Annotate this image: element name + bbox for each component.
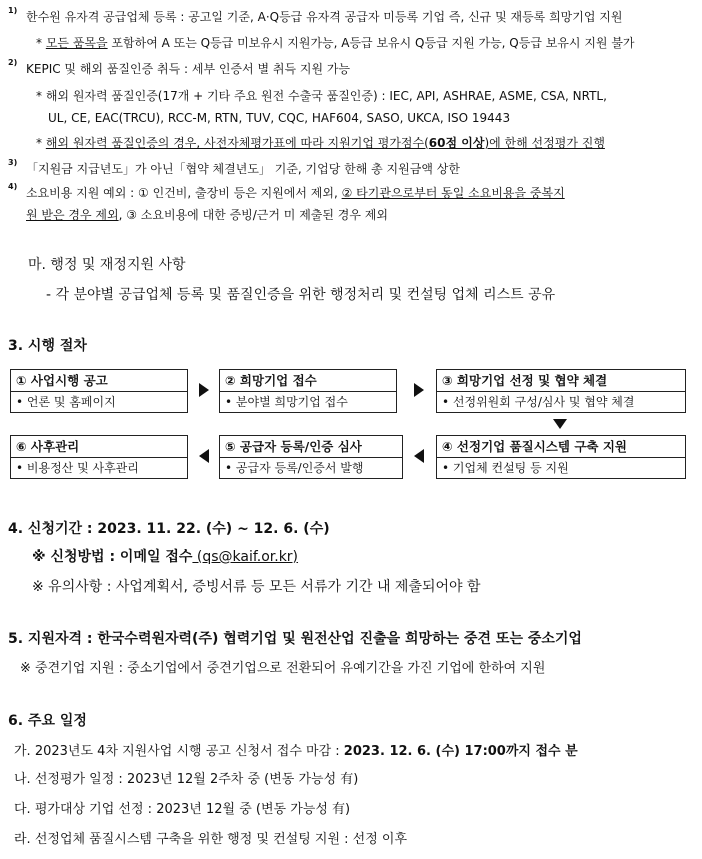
section-6-heading: 6. 주요 일정: [8, 713, 87, 729]
step-2-box: [219, 369, 397, 413]
step-4-detail: • 기업체 컨설팅 등 지원: [442, 461, 569, 475]
step-4-title: ④ 선정기업 품질시스템 구축 지원: [437, 436, 685, 458]
section-4-note: ※ 유의사항 : 사업계획서, 증빙서류 등 모든 서류가 기간 내 제출되어야 함: [32, 579, 481, 595]
footnote-1-sub-rest: 포함하여 A 또는 Q등급 미보유시 지원가능, A등급 보유시 Q등급 지원 가능, Q등급 보유시 지원 불가: [107, 36, 635, 50]
section-5-heading: 5. 지원자격 : 한국수력원자력(주) 협력기업 및 원전산업 진출을 희망하는 중견 또는 중소기업: [8, 631, 582, 647]
footnote-1-mark: 1): [8, 6, 18, 15]
step-6-detail: • 비용정산 및 사후관리: [16, 461, 139, 475]
arrow-right-1-icon: [199, 383, 209, 397]
footnote-4-line1-a: 소요비용 지원 예외 : ① 인건비, 출장비 등은 지원에서 제외,: [26, 186, 342, 200]
schedule-item-1-text: 가. 2023년도 4차 지원사업 시행 공고 신청서 접수 마감 :: [14, 744, 344, 759]
section-ma-bullet: - 각 분야별 공급업체 등록 및 품질인증을 위한 행정처리 및 컨설팅 업체 리스트 공유: [46, 287, 556, 303]
arrow-left-2-icon: [414, 449, 424, 463]
arrow-left-1-icon: [199, 449, 209, 463]
footnote-4-line2: [26, 204, 388, 226]
schedule-item-2: 나. 선정평가 일정 : 2023년 12월 2주차 중 (변동 가능성 有): [14, 772, 359, 787]
section-4-method-email: (qs@kaif.or.kr): [192, 549, 299, 565]
arrow-right-2-icon: [414, 383, 424, 397]
step-1-box: [10, 369, 188, 413]
step-5-detail: • 공급자 등록/인증서 발행: [225, 461, 364, 475]
schedule-item-1-bold: 2023. 12. 6. (수) 17:00까지 접수 분: [343, 744, 578, 759]
footnote-2-sub1-line1: [36, 85, 607, 107]
step-2-title: ② 희망기업 접수: [220, 370, 396, 392]
step-3-title: ③ 희망기업 선정 및 협약 체결: [437, 370, 685, 392]
footnote-2-sub2-a: 해외 원자력 품질인증의 경우, 사전자체평가표에 따라 지원기업 평가점수(: [45, 136, 429, 150]
footnote-2-sub2-bold: 60점 이상: [428, 136, 485, 150]
section-ma-heading: 마. 행정 및 재정지원 사항: [28, 257, 186, 273]
step-5-title: ⑤ 공급자 등록/인증 심사: [220, 436, 402, 458]
footnote-3-mark: 3): [8, 158, 18, 167]
footnote-1-sub-underlined: 모든 품목을: [45, 36, 108, 50]
step-6-box: [10, 435, 188, 479]
step-5-box: [219, 435, 403, 479]
step-1-detail: • 언론 및 홈페이지: [16, 395, 116, 409]
section-4-method-label: ※ 신청방법 : 이메일 접수: [32, 549, 193, 565]
footnote-2-sub2-mark: *: [36, 136, 42, 150]
section-3-heading: 3. 시행 절차: [8, 338, 87, 354]
step-6-title: ⑥ 사후관리: [11, 436, 187, 458]
footnote-2-text: KEPIC 및 해외 품질인증 취득 : 세부 인증서 별 취득 지원 가능: [26, 62, 351, 76]
footnote-2-sub1-mark: *: [36, 89, 42, 103]
schedule-item-3: 다. 평가대상 기업 선정 : 2023년 12월 중 (변동 가능성 有): [14, 802, 351, 817]
footnote-4-line2-u: 원 받은 경우 제외: [26, 208, 119, 222]
step-4-box: [436, 435, 686, 479]
footnote-1-text: 한수원 유자격 공급업체 등록 : 공고일 기준, A·Q등급 유자격 공급자 미등록 기업 즉, 신규 및 재등록 희망기업 지원: [26, 10, 623, 24]
footnote-4-mark: 4): [8, 182, 18, 191]
step-3-detail: • 선정위원회 구성/심사 및 협약 체결: [442, 395, 635, 409]
footnote-3-text: 「지원금 지급년도」가 아닌「협약 체결년도」 기준, 기업당 한해 총 지원금액 상한: [26, 162, 460, 176]
footnote-4-line2-b: , ③ 소요비용에 대한 증빙/근거 미 제출된 경우 제외: [118, 208, 388, 222]
schedule-item-1: [14, 740, 578, 759]
arrow-down-icon: [553, 419, 567, 429]
section-4-heading: 4. 신청기간 : 2023. 11. 22. (수) ~ 12. 6. (수): [8, 521, 330, 537]
section-4-method: [32, 546, 298, 566]
step-1-title: ① 사업시행 공고: [11, 370, 187, 392]
footnote-4-line1-u: ② 타기관으로부터 동일 소요비용을 중복지: [341, 186, 565, 200]
footnote-2-sub2-b: )에 한해 선정평가 진행: [484, 136, 605, 150]
footnote-2-mark: 2): [8, 58, 18, 67]
footnote-2-sub2: [36, 132, 605, 154]
step-3-box: [436, 369, 686, 413]
schedule-item-4: 라. 선정업체 품질시스템 구축을 위한 행정 및 컨설팅 지원 : 선정 이후: [14, 832, 408, 847]
step-2-detail: • 분야별 희망기업 접수: [225, 395, 348, 409]
footnote-4-line1: [26, 182, 565, 204]
footnote-1-sub: [36, 32, 635, 54]
footnote-2-sub1-text: 해외 원자력 품질인증(17개 + 기타 주요 원전 수출국 품질인증) : IEC, API, ASHRAE, ASME, CSA, NRTL,: [45, 89, 607, 103]
footnote-1-sub-mark: *: [36, 36, 42, 50]
footnote-2-sub1-line2: UL, CE, EAC(TRCU), RCC-M, RTN, TUV, CQC, HAF604, SASO, UKCA, ISO 19443: [48, 111, 511, 125]
section-5-note: ※ 중견기업 지원 : 중소기업에서 중견기업으로 전환되어 유예기간을 가진 기업에 한하여 지원: [20, 661, 546, 676]
